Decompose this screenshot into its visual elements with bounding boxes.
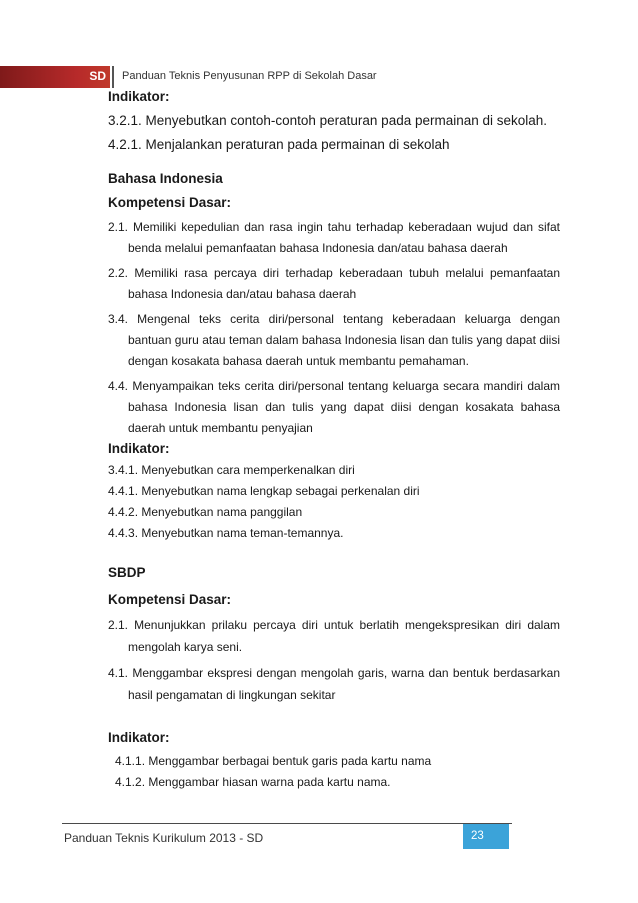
indikator-item: 3.2.1. Menyebutkan contoh-contoh peraturan pada permainan di sekolah.	[108, 112, 548, 128]
indikator-heading: Indikator:	[108, 89, 170, 104]
sbdp-section	[108, 565, 560, 790]
page-content	[108, 89, 560, 790]
indikator-item: 4.4.2. Menyebutkan nama panggilan	[108, 505, 303, 520]
kd-heading: Kompetensi Dasar:	[108, 592, 232, 608]
running-header: Panduan Teknis Penyusunan RPP di Sekolah Dasar	[122, 70, 377, 82]
footer-rule	[62, 823, 512, 824]
bahasa-section	[108, 171, 560, 542]
kd-item: 2.2. Memiliki rasa percaya diri terhadap keberadaan tubuh melalui pemanfaatan bahasa Indonesia dan/atau bahasa daerah	[108, 266, 560, 302]
indikator-item: 4.2.1. Menjalankan peraturan pada permainan di sekolah	[108, 136, 450, 152]
subject-title: Bahasa Indonesia	[108, 170, 223, 186]
section-badge	[0, 66, 110, 88]
indikator-item: 4.1.2. Menggambar hiasan warna pada kartu nama.	[115, 774, 391, 789]
footer-title: Panduan Teknis Kurikulum 2013 - SD	[64, 831, 264, 845]
indikator-heading: Indikator:	[108, 730, 170, 745]
indikator-item: 4.4.3. Menyebutkan nama teman-temannya.	[108, 526, 344, 541]
kd-item: 2.1. Menunjukkan prilaku percaya diri untuk berlatih mengekspresikan diri dalam mengolah karya seni.	[108, 618, 560, 654]
indikator-section	[108, 89, 560, 154]
indikator-heading: Indikator:	[108, 441, 170, 457]
indikator-item: 3.4.1. Menyebutkan cara memperkenalkan diri	[108, 463, 355, 478]
indikator-item: 4.1.1. Menggambar berbagai bentuk garis pada kartu nama	[115, 753, 432, 768]
kd-item: 2.1. Memiliki kepedulian dan rasa ingin tahu terhadap keberadaan wujud dan sifat benda melalui pemanfaatan bahasa Indonesia dan/atau bahasa daerah	[108, 220, 560, 256]
kd-heading: Kompetensi Dasar:	[108, 194, 232, 210]
indikator-item: 4.4.1. Menyebutkan nama lengkap sebagai perkenalan diri	[108, 484, 420, 499]
header-divider	[112, 66, 114, 88]
page-number-box	[463, 824, 509, 849]
subject-title: SBDP	[108, 565, 146, 581]
page-number: 23	[471, 830, 484, 842]
section-badge-label: SD	[89, 69, 106, 83]
kd-item: 4.1. Menggambar ekspresi dengan mengolah garis, warna dan bentuk berdasarkan hasil pengamatan di lingkungan sekitar	[108, 666, 560, 702]
kd-item: 4.4. Menyampaikan teks cerita diri/personal tentang keluarga secara mandiri dalam bahasa Indonesia lisan dan tulis yang dapat diisi dengan kosakata bahasa daerah untuk membantu penyajian	[108, 379, 560, 436]
kd-item: 3.4. Mengenal teks cerita diri/personal tentang keberadaan keluarga dengan bantuan guru atau teman dalam bahasa Indonesia lisan dan tulis yang dapat diisi dengan kosakata bahasa daerah untuk membantu pemahaman.	[108, 312, 560, 369]
